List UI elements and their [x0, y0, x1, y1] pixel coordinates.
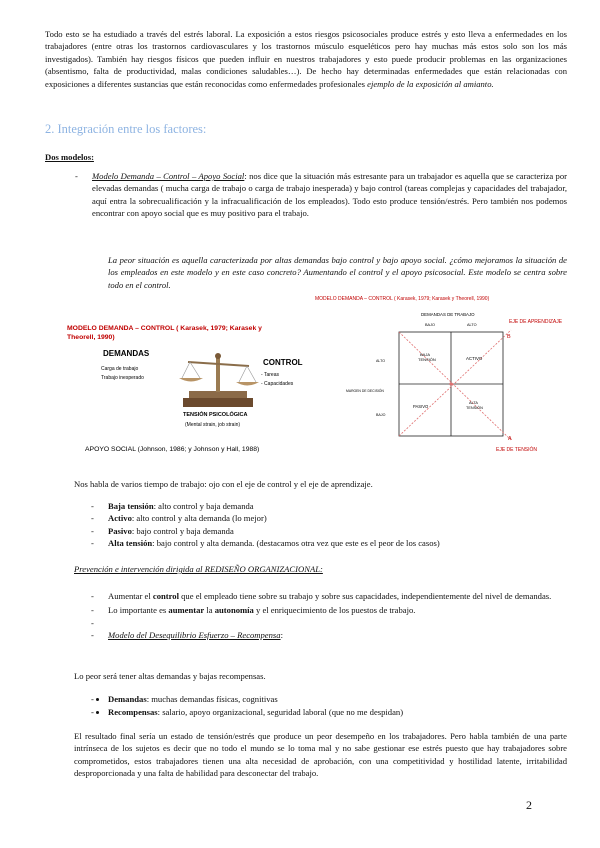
peor-text: Lo peor será tener altas demandas y bajas recompensas. — [74, 671, 266, 681]
type-term: Alta tensión — [108, 538, 153, 549]
list-item — [91, 512, 440, 524]
fig-pasivo: PASIVO — [413, 404, 429, 409]
bullet-dash: • - — [91, 694, 94, 704]
list-item-empty — [91, 617, 567, 629]
fig-demandas-item-1: Carga de trabajo — [101, 366, 139, 372]
page-number: 2 — [526, 798, 532, 812]
model2-title: Modelo del Desequilibrio Esfuerzo – Recompensa — [108, 630, 281, 641]
fig-tension: TENSIÓN PSICOLÓGICA — [183, 412, 248, 418]
desc: : muchas demandas físicas, cognitivas — [146, 694, 278, 704]
type-term: Baja tensión — [108, 501, 154, 511]
fig-bajo-left: BAJO — [376, 413, 386, 417]
prev-text: : — [280, 630, 283, 641]
prevention-list — [91, 590, 567, 642]
fig-demandas: DEMANDAS — [103, 349, 150, 358]
prev-text: Lo importante es — [108, 605, 169, 616]
list-item — [91, 525, 440, 537]
fig-alto-left: ALTO — [376, 359, 386, 363]
intro-paragraph — [45, 28, 567, 90]
type-term: Activo — [108, 513, 132, 524]
prev-text: y el enriquecimiento de los puestos de trabajo. — [253, 605, 416, 616]
prev-bold: autonomía — [214, 605, 254, 616]
list-item — [91, 629, 567, 641]
fig-control-item-2: - Capacidades — [261, 381, 294, 387]
bullet-dash: - — [91, 525, 94, 536]
fig-margen: MARGEN DE DECISIÓN — [346, 389, 384, 393]
fig-a-label: A — [508, 436, 512, 442]
quote-paragraph: La peor situación es aquella caracterizada por altas demandas bajo control y bajo apoyo social. ¿cómo mejoramos la situación de los empleados en este modelo y en este caso concreto? Aumentando el control y el apoyo psicosocial. Este modelo se centra sobre todo en el control. — [108, 255, 567, 290]
list-item — [91, 590, 567, 602]
after-figure-text: Nos habla de varios tiempo de trabajo: ojo con el eje de control y el eje de aprendizaje. — [74, 479, 373, 489]
bullet-dash: - — [91, 513, 94, 524]
dos-modelos-label: Dos modelos: — [45, 152, 94, 162]
term: Demandas — [108, 694, 147, 704]
bullet-dash: - — [91, 501, 94, 511]
bullet-dash: - — [91, 591, 94, 601]
fig-activo: ACTIVO — [466, 356, 483, 361]
model1-title: Modelo Demanda – Control – Apoyo Social — [92, 171, 245, 181]
fig-demandas-trabajo: DEMANDAS DE TRABAJO — [421, 312, 475, 317]
list-item — [91, 537, 440, 549]
fig-control-item-1: - Tareas — [261, 372, 279, 378]
type-term: Pasivo — [108, 525, 132, 536]
list-item — [91, 706, 404, 718]
bullet-dash: - — [91, 605, 94, 616]
bullet-dash: - — [91, 538, 94, 549]
prev-text: Aumentar el — [108, 591, 153, 601]
fig-baja-tension: BAJA TENSIÓN — [418, 352, 436, 362]
fig-control: CONTROL — [263, 358, 303, 367]
bullet-dash: - — [91, 617, 94, 628]
final-paragraph: El resultado final sería un estado de tensión/estrés que produce un peor desempeño en los trabajadores. Pero habla también de una parte intrínseca de los sujetos es decir que no todo el mundo se lo toma mal y no sabe gestionar ese estrés puesto que hay trabajadores sobre comprometidos, estos trabajadores tienen una alta necesidad de aprobación, con una competitividad y hostilidad latente, irritabilidad desproporcionada y una falta de habilidad para desconectar del trabajo. — [74, 731, 567, 779]
bullet-dash: - — [75, 171, 78, 181]
model1-text: : nos dice que la situación más estresante para un trabajador es aquella que se caracteriza por elevadas demandas ( mucha carga de trabajo o carga de trabajo inesperada) y bajo control (tareas complejas y capacidades del trabajador, aquí entra la sobrecualificación y la infracualificación de los empleados). Todo esto produce tensión/estrés. Pero también nos podemos encontrar con apoyo social que es muy positivo para el trabajo. — [92, 171, 568, 219]
intro-italic: ejemplo de la exposición al amianto. — [365, 78, 494, 89]
types-list — [91, 500, 440, 550]
fig-eje-tension: EJE DE TENSIÓN — [496, 447, 538, 453]
prev-bold: control — [152, 591, 179, 601]
desc: : salario, apoyo organizacional, seguridad laboral (que no me despidan) — [157, 707, 404, 717]
prev-text: la — [204, 605, 215, 616]
fig-right-title: MODELO DEMANDA – CONTROL ( Karasek, 1979; Karasek y Theorell, 1990) — [315, 296, 490, 302]
fig-alto-top: ALTO — [467, 323, 477, 327]
list-item — [91, 693, 403, 706]
fig-eje-aprendizaje: EJE DE APRENDIZAJE — [509, 319, 563, 325]
fig-apoyo: APOYO SOCIAL (Johnson, 1986; y Johnson y Hall, 1988) — [85, 446, 260, 453]
demands-rewards-list — [91, 693, 404, 718]
prevention-heading: Prevención e intervención dirigida al REDISEÑO ORGANIZACIONAL: — [74, 564, 323, 574]
type-desc: : alto control y alta demanda (lo mejor) — [131, 513, 267, 524]
term: Recompensas — [108, 707, 158, 717]
intro-text: Todo esto se ha estudiado a través del estrés laboral. La exposición a estos riesgos psicosociales produce estrés y esto lleva a enfermedades en los trabajadores (entre otras los trastornos cardiovasculares y los trastornos músculo esqueléticos pero hay muchas más estos solo son los más investigados). También hay riesgos físicos que pueden influir en nuestros trabajadores y esto puede producir problemas en las organizaciones (absentismo, falta de productividad, malas condiciones saludables…). De hecho hay determinadas enfermedades que están relacionadas con exposiciones a diferentes sustancias que están reconocidas como enfermedades profesionales — [45, 29, 567, 89]
fig-demandas-item-2: Trabajo inesperado — [101, 375, 144, 381]
fig-alta-tension: ALTA TENSIÓN — [466, 401, 483, 410]
fig-bajo-top: BAJO — [425, 323, 435, 327]
fig-b-label: B — [507, 334, 511, 340]
section-heading: 2. Integración entre los factores: — [45, 122, 207, 136]
fig-left-title: MODELO DEMANDA – CONTROL ( Karasek, 1979; Karasek y Theorell, 1990) — [67, 325, 262, 341]
prev-text: que el empleado tiene sobre su trabajo y sobre sus capacidades, independientemente del nivel de demandas. — [178, 591, 552, 601]
karasek-figure — [63, 290, 563, 460]
balance-scale-icon — [179, 353, 259, 407]
bullet-dash: - — [91, 630, 94, 641]
type-desc: : alto control y baja demanda — [153, 501, 254, 511]
karasek-diagram — [63, 290, 563, 460]
model1-item — [75, 170, 568, 220]
type-desc: : bajo control y alta demanda. (destacamos otra vez que este es el peor de los casos) — [152, 538, 440, 549]
bullet-dash: • - — [91, 707, 94, 717]
prev-bold: aumentar — [168, 605, 205, 616]
fig-tension-sub: (Mental strain, job strain) — [185, 422, 241, 428]
list-item — [91, 604, 567, 616]
list-item — [91, 500, 440, 512]
type-desc: : bajo control y baja demanda — [131, 525, 234, 536]
quadrant-grid — [399, 330, 511, 440]
